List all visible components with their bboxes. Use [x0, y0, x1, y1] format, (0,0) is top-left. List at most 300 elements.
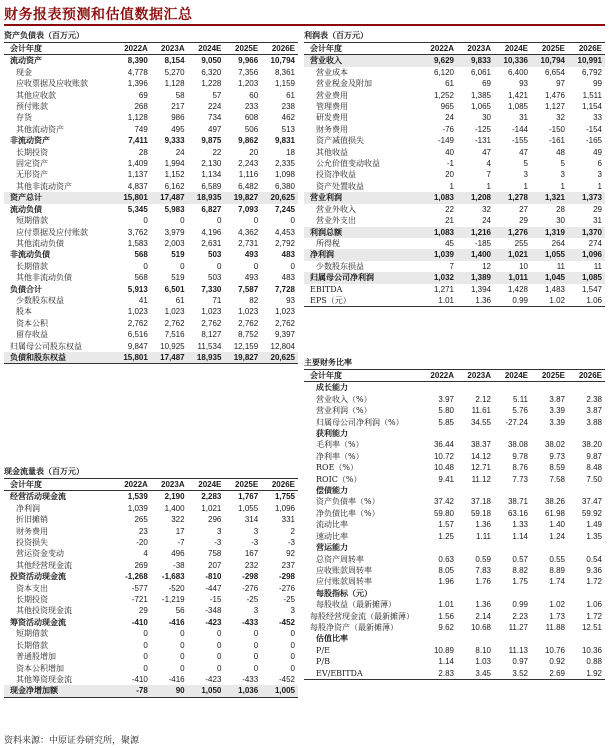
table-row	[4, 594, 298, 605]
value-cell: 1,127	[544, 102, 565, 112]
value-cell: 8.89	[549, 565, 565, 575]
value-cell: -125	[474, 124, 491, 134]
value-cell: 1,005	[261, 685, 298, 697]
row-label: 资本公积	[16, 318, 48, 328]
value-cell: -577	[131, 583, 148, 593]
value-cell: 8.10	[475, 645, 491, 655]
value-cell: 1	[523, 181, 528, 191]
value-cell: 1.40	[549, 520, 565, 530]
row-label: 股本	[16, 307, 32, 317]
table-row	[4, 583, 298, 594]
row-label: 营业费用	[316, 90, 348, 100]
value-cell: -3	[287, 538, 295, 548]
value-cell: 37.42	[433, 497, 454, 507]
value-cell: 9,831	[274, 136, 295, 146]
value-cell: 7,330	[201, 284, 222, 294]
value-cell	[568, 382, 605, 394]
value-cell: 1,373	[568, 192, 605, 203]
value-cell: 268	[134, 102, 148, 112]
value-cell: 6,380	[274, 181, 295, 191]
value-cell: 1.06	[586, 600, 602, 610]
header-year-cell: 2024E	[494, 43, 531, 55]
value-cell: 503	[208, 250, 222, 260]
value-cell: 0	[180, 261, 185, 271]
header-year-cell: 2025E	[224, 479, 261, 491]
value-cell: 1,098	[274, 170, 295, 180]
value-cell: 1,055	[531, 249, 568, 260]
table-row	[304, 67, 605, 78]
value-cell: 14.12	[470, 451, 491, 461]
value-cell: 20	[249, 147, 259, 157]
value-cell	[420, 382, 457, 394]
row-label: 公允价值变动收益	[316, 159, 380, 169]
table-row	[4, 192, 298, 203]
value-cell: 6,827	[201, 204, 222, 214]
row-label: ROE（%）	[316, 463, 359, 473]
value-cell	[420, 633, 457, 644]
value-cell: 11.61	[471, 406, 491, 416]
value-cell: 5.76	[512, 406, 528, 416]
table-row	[4, 261, 298, 272]
value-cell: 1,137	[127, 170, 148, 180]
value-cell: -452	[278, 617, 295, 627]
value-cell: 6,516	[127, 330, 148, 340]
value-cell: 2,130	[201, 159, 222, 169]
cash-flow-panel	[4, 464, 298, 698]
value-cell: -165	[585, 136, 602, 146]
table-row	[4, 169, 298, 180]
value-cell: 4,453	[274, 227, 295, 237]
header-label-cell: 会计年度	[304, 370, 420, 382]
value-cell: 1,065	[470, 102, 491, 112]
table-row	[4, 135, 298, 146]
value-cell: -410	[131, 617, 148, 627]
value-cell: 20,625	[261, 192, 298, 203]
value-cell: 17,487	[151, 192, 188, 203]
table-row	[304, 78, 605, 89]
value-cell: 8.05	[438, 565, 454, 575]
value-cell: 0	[290, 216, 295, 226]
row-label: 现金净增加额	[4, 685, 114, 697]
value-cell: 1.56	[438, 611, 454, 621]
header-year-cell: 2022A	[420, 370, 457, 382]
value-cell: 1	[560, 181, 565, 191]
table-row	[304, 485, 605, 496]
header-row	[4, 43, 298, 55]
value-cell	[457, 485, 494, 496]
row-label: 存货	[16, 113, 32, 123]
table-row	[4, 352, 298, 364]
value-cell: 15,801	[114, 192, 151, 203]
value-cell: 1,055	[238, 503, 259, 513]
row-label: 营运资金变动	[16, 549, 64, 559]
value-cell: 1.03	[475, 657, 491, 667]
value-cell: 97	[556, 79, 565, 89]
row-label: 营业收入	[304, 55, 420, 67]
value-cell: 38.37	[470, 440, 491, 450]
row-label: 净负债比率（%）	[316, 508, 380, 518]
value-cell: 9.36	[586, 565, 602, 575]
value-cell: 0	[180, 216, 185, 226]
value-cell: 1,396	[127, 79, 148, 89]
table-row	[304, 496, 605, 507]
value-cell: 9.78	[512, 451, 528, 461]
table-row	[4, 306, 298, 317]
value-cell: 9,847	[127, 341, 148, 351]
value-cell: 462	[281, 113, 295, 123]
table-row	[4, 67, 298, 78]
value-cell: 28	[138, 147, 148, 157]
table-row	[304, 394, 605, 405]
value-cell: -3	[214, 538, 222, 548]
value-cell: 1	[449, 181, 454, 191]
table-row	[304, 55, 605, 67]
value-cell: 5,345	[127, 204, 148, 214]
header-label-cell: 会计年度	[4, 479, 114, 491]
value-cell: 1,755	[274, 492, 295, 502]
value-cell: 2.14	[475, 611, 491, 621]
table-row	[304, 101, 605, 112]
value-cell: 1,085	[507, 102, 528, 112]
value-cell: -520	[168, 583, 185, 593]
value-cell: 3	[253, 606, 259, 616]
table-row	[304, 405, 605, 416]
value-cell: 0.59	[475, 554, 491, 564]
header-year-cell: 2025E	[531, 370, 568, 382]
value-cell: 1,483	[544, 284, 565, 294]
value-cell: 0	[253, 629, 259, 639]
value-cell: 0.99	[494, 295, 531, 307]
value-cell: 1,994	[164, 159, 185, 169]
value-cell: 21	[445, 216, 454, 226]
row-label: 短期借款	[16, 629, 48, 639]
table-row	[304, 169, 605, 180]
value-cell: 9.41	[438, 474, 454, 484]
value-cell: 0	[253, 216, 259, 226]
value-cell: 90	[151, 685, 188, 697]
value-cell: 0	[143, 663, 148, 673]
row-label: 每股指标（元）	[316, 587, 372, 598]
row-label: 其他应收款	[16, 90, 56, 100]
table-row	[304, 576, 605, 587]
value-cell: 31	[593, 216, 602, 226]
value-cell	[420, 485, 457, 496]
balance-sheet-table	[4, 42, 298, 364]
value-cell	[568, 633, 605, 644]
value-cell: -298	[278, 572, 295, 582]
value-cell: 1,767	[238, 492, 259, 502]
value-cell	[457, 588, 494, 599]
header-year-cell: 2025E	[224, 43, 261, 55]
value-cell: 1.35	[586, 531, 602, 541]
value-cell: 2,762	[274, 318, 295, 328]
value-cell: 6,400	[507, 67, 528, 77]
value-cell: 3	[253, 526, 259, 536]
row-label: 非流动负债	[10, 249, 50, 260]
value-cell: 264	[551, 238, 565, 248]
value-cell: 1.92	[568, 668, 605, 680]
value-cell: 2.38	[586, 394, 602, 404]
row-label: 其他非流动负债	[16, 273, 72, 283]
value-cell: -348	[205, 606, 222, 616]
row-label: 预付账款	[16, 102, 48, 112]
value-cell: 0	[180, 663, 185, 673]
table-row	[304, 554, 605, 565]
value-cell: 11.27	[508, 622, 528, 632]
row-label: 财务费用	[316, 124, 348, 134]
value-cell: 59.18	[470, 508, 491, 518]
value-cell: 0	[143, 261, 148, 271]
value-cell: 45	[445, 238, 454, 248]
value-cell: 0	[216, 261, 222, 271]
row-label: 长期投资	[16, 595, 48, 605]
row-label: 资产处置收益	[316, 181, 364, 191]
table-row	[304, 215, 605, 226]
value-cell: 29	[593, 204, 602, 214]
value-cell: 0.63	[438, 554, 454, 564]
value-cell: 483	[281, 273, 295, 283]
value-cell: 1.36	[457, 295, 494, 307]
table-row	[4, 238, 298, 249]
value-cell: 5,983	[164, 204, 185, 214]
value-cell: 1,319	[531, 227, 568, 238]
value-cell: 24	[175, 147, 185, 157]
value-cell: 1,023	[164, 307, 185, 317]
value-cell: 3,762	[127, 227, 148, 237]
row-label: 无形资产	[16, 170, 48, 180]
value-cell: 2.23	[512, 611, 528, 621]
value-cell: 22	[212, 147, 222, 157]
value-cell: 7.58	[549, 474, 565, 484]
value-cell: 7	[449, 261, 454, 271]
value-cell: 1,159	[274, 79, 295, 89]
value-cell: 0.97	[512, 657, 528, 667]
value-cell: 23	[138, 526, 148, 536]
row-label: 其他经营现金流	[16, 560, 72, 570]
value-cell: 1,216	[457, 227, 494, 238]
value-cell	[494, 485, 531, 496]
row-label: ROIC（%）	[316, 474, 362, 484]
value-cell	[531, 542, 568, 553]
value-cell: 2,731	[238, 238, 259, 248]
row-label: 每股经营现金流（最新摊薄）	[310, 611, 414, 621]
income-statement-title: 利润表（百万元）	[304, 30, 368, 40]
row-label: 资本公积增加	[16, 663, 64, 673]
row-label: 资产总计	[4, 192, 114, 203]
report-title: 财务报表预测和估值数据汇总	[4, 7, 193, 23]
value-cell: 24	[445, 113, 454, 123]
value-cell: 1,321	[531, 192, 568, 203]
value-cell: 1.02	[531, 295, 568, 307]
value-cell: 15,801	[114, 352, 151, 364]
row-label: 少数股东权益	[16, 295, 64, 305]
value-cell: 749	[134, 124, 148, 134]
table-row	[304, 474, 605, 485]
value-cell: 0	[143, 216, 148, 226]
value-cell: 8.48	[586, 463, 602, 473]
value-cell: 3	[216, 526, 222, 536]
value-cell: 10.89	[433, 645, 454, 655]
value-cell: 30	[556, 216, 565, 226]
value-cell: 1	[486, 181, 491, 191]
value-cell: 1,409	[127, 159, 148, 169]
row-label: 负债和股东权益	[4, 352, 114, 364]
value-cell: 493	[244, 250, 259, 260]
value-cell: -7	[177, 538, 185, 548]
table-row	[4, 526, 298, 537]
value-cell: 0	[216, 640, 222, 650]
table-row	[4, 215, 298, 226]
header-year-cell: 2026E	[568, 43, 605, 55]
value-cell: -1,268	[125, 572, 148, 582]
value-cell: 0	[216, 629, 222, 639]
value-cell: 10,925	[160, 341, 185, 351]
value-cell: 1	[597, 181, 602, 191]
value-cell: 2.83	[420, 668, 457, 680]
value-cell: -416	[168, 674, 185, 684]
table-row	[304, 508, 605, 519]
value-cell: 5	[560, 159, 565, 169]
value-cell	[420, 542, 457, 553]
table-row	[4, 640, 298, 651]
table-row	[304, 284, 605, 295]
value-cell: 1.14	[438, 657, 454, 667]
value-cell: 1,011	[494, 272, 531, 283]
value-cell: 0	[290, 261, 295, 271]
value-cell: 8,127	[201, 330, 222, 340]
value-cell: 233	[244, 102, 259, 112]
table-row	[4, 548, 298, 559]
value-cell: 1,370	[568, 227, 605, 238]
row-label: 营业收入（%）	[316, 394, 372, 404]
value-cell: 2,762	[164, 318, 185, 328]
table-row	[304, 135, 605, 146]
value-cell: 38.08	[507, 440, 528, 450]
row-label: 长期投资	[16, 147, 48, 157]
balance-sheet-title: 资产负债表（百万元）	[4, 30, 84, 40]
value-cell: 47	[482, 147, 491, 157]
row-label: 现金	[16, 67, 32, 77]
row-label: P/B	[316, 657, 330, 667]
value-cell: 93	[286, 295, 295, 305]
value-cell: 3.97	[438, 394, 454, 404]
value-cell: 6,654	[544, 67, 565, 77]
value-cell: 1,128	[127, 113, 148, 123]
value-cell: 0	[143, 629, 148, 639]
value-cell: 3.88	[586, 417, 602, 427]
value-cell: 7,411	[128, 136, 148, 146]
value-cell: 59.92	[581, 508, 602, 518]
value-cell: -423	[205, 674, 222, 684]
value-cell: 37.18	[470, 497, 491, 507]
table-row	[304, 238, 605, 249]
value-cell: 82	[249, 295, 259, 305]
table-row	[4, 124, 298, 135]
value-cell	[420, 588, 457, 599]
table-row	[4, 55, 298, 67]
value-cell: 0	[253, 261, 259, 271]
value-cell	[494, 428, 531, 439]
header-year-cell: 2024E	[494, 370, 531, 382]
value-cell: 61	[175, 295, 185, 305]
value-cell: 207	[208, 560, 222, 570]
value-cell: 60	[249, 90, 259, 100]
header-row	[4, 479, 298, 491]
table-row	[304, 272, 605, 283]
value-cell: 0.92	[549, 657, 565, 667]
value-cell: 10	[519, 261, 528, 271]
value-cell: 37.47	[581, 497, 602, 507]
row-label: 应收账款周转率	[316, 565, 372, 575]
header-year-cell: 2023A	[151, 479, 188, 491]
value-cell: 1.01	[420, 295, 457, 307]
table-row	[4, 617, 298, 628]
value-cell: 9.73	[549, 451, 565, 461]
value-cell: 11.88	[545, 622, 565, 632]
value-cell: -276	[242, 583, 259, 593]
value-cell: 1,134	[201, 170, 222, 180]
value-cell: 269	[134, 560, 148, 570]
table-row	[304, 181, 605, 192]
table-row	[304, 462, 605, 473]
value-cell: 93	[519, 79, 528, 89]
value-cell: 19,827	[224, 352, 261, 364]
row-label: 财务费用	[16, 526, 48, 536]
value-cell: 1,021	[494, 249, 531, 260]
table-row	[304, 622, 605, 633]
value-cell: 0	[290, 629, 295, 639]
value-cell: 38.02	[544, 440, 565, 450]
value-cell: -810	[205, 572, 222, 582]
value-cell: 255	[514, 238, 528, 248]
value-cell: 12.71	[470, 463, 491, 473]
value-cell: 7,093	[238, 204, 259, 214]
value-cell	[568, 428, 605, 439]
header-year-cell: 2024E	[188, 479, 225, 491]
value-cell	[494, 542, 531, 553]
row-label: 应付票据及应付账款	[16, 227, 88, 237]
table-row	[4, 112, 298, 123]
row-label: 营运能力	[316, 542, 348, 553]
value-cell: 3.39	[549, 406, 565, 416]
value-cell: 10,336	[494, 55, 531, 67]
value-cell: 58	[175, 90, 185, 100]
value-cell: -410	[131, 674, 148, 684]
value-cell: 34.55	[470, 417, 491, 427]
value-cell: 1,036	[224, 685, 261, 697]
value-cell	[531, 382, 568, 394]
row-label: 投资净收益	[316, 170, 356, 180]
table-row	[304, 428, 605, 439]
value-cell: 63.16	[507, 508, 528, 518]
value-cell: -25	[246, 595, 259, 605]
value-cell: 10.76	[544, 645, 565, 655]
value-cell: 0	[180, 629, 185, 639]
table-row	[4, 227, 298, 238]
row-label: 净利润	[16, 503, 40, 513]
row-label: P/E	[316, 645, 330, 655]
value-cell: 506	[244, 124, 259, 134]
value-cell: 1.76	[475, 577, 491, 587]
value-cell: 734	[208, 113, 222, 123]
table-row	[304, 249, 605, 260]
table-row	[4, 685, 298, 697]
value-cell: 1,583	[127, 238, 148, 248]
row-label: 负债合计	[10, 283, 42, 294]
value-cell: 1,428	[507, 284, 528, 294]
table-row	[4, 491, 298, 503]
value-cell: 1.14	[512, 531, 528, 541]
